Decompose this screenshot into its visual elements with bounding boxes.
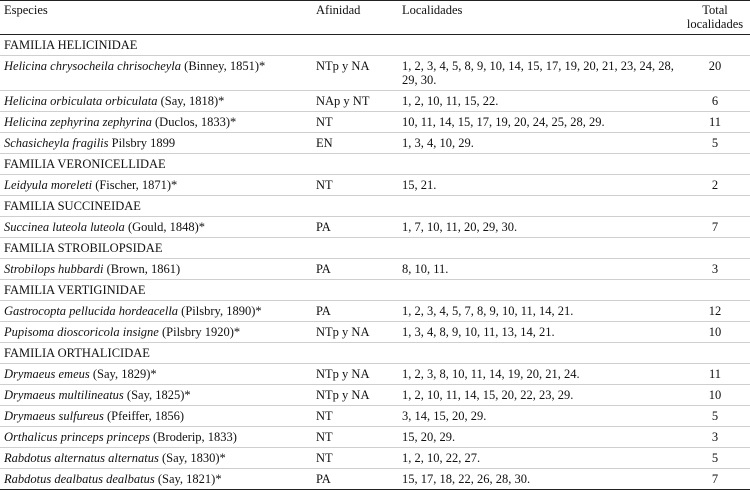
table-row — [0, 259, 750, 280]
family-name: FAMILIA SUCCINEIDAE — [4, 199, 141, 213]
total-cell: 7 — [711, 472, 719, 486]
family-name: FAMILIA VERONICELLIDAE — [4, 157, 166, 171]
species-name: Helicina zephyrina zephyrina — [4, 115, 152, 129]
afinidad-cell: NT — [316, 430, 333, 444]
species-name: Drymaeus multilineatus — [4, 388, 124, 402]
table-body — [0, 35, 750, 490]
afinidad-cell: NT — [316, 409, 333, 423]
afinidad-cell: PA — [316, 304, 331, 318]
total-cell: 7 — [711, 220, 719, 234]
table-row — [0, 364, 750, 385]
table-row — [0, 112, 750, 133]
species-cell — [0, 427, 312, 448]
localidades-cell: 1, 3, 4, 8, 9, 10, 11, 13, 14, 21. — [402, 325, 555, 339]
localidades-cell: 1, 2, 10, 11, 15, 22. — [402, 94, 499, 108]
total-cell: 12 — [708, 304, 722, 318]
localidades-cell: 1, 7, 10, 11, 20, 29, 30. — [402, 220, 518, 234]
species-name: Drymaeus sulfureus — [4, 409, 104, 423]
table-row — [0, 469, 750, 490]
header-total: Total localidades — [680, 1, 750, 35]
total-cell: 5 — [711, 136, 719, 150]
species-author: (Pfeiffer, 1856) — [103, 409, 185, 423]
table-row — [0, 406, 750, 427]
species-name: Rabdotus dealbatus dealbatus — [4, 472, 155, 486]
species-cell — [0, 301, 312, 322]
family-name: FAMILIA HELICINIDAE — [4, 38, 138, 52]
species-author: (Pilsbry, 1890)* — [178, 304, 262, 318]
afinidad-cell: PA — [316, 262, 331, 276]
species-name: Helicina chrysocheila chrisocheyla — [4, 59, 182, 73]
species-name: Rabdotus alternatus alternatus — [4, 451, 159, 465]
total-cell: 3 — [711, 262, 719, 276]
table-row — [0, 217, 750, 238]
localidades-cell: 15, 17, 18, 22, 26, 28, 30. — [402, 472, 531, 486]
table-row — [0, 385, 750, 406]
localidades-cell: 1, 2, 3, 4, 5, 7, 8, 9, 10, 11, 14, 21. — [402, 304, 574, 318]
species-cell — [0, 133, 312, 154]
species-name: Succinea luteola luteola — [4, 220, 125, 234]
header-especies: Especies — [0, 1, 312, 35]
family-name: FAMILIA VERTIGINIDAE — [4, 283, 146, 297]
total-cell: 5 — [711, 451, 719, 465]
species-cell — [0, 217, 312, 238]
total-cell: 11 — [708, 367, 722, 381]
total-cell: 6 — [711, 94, 719, 108]
family-row — [0, 343, 750, 364]
afinidad-cell: PA — [316, 472, 331, 486]
species-name: Helicina orbiculata orbiculata — [4, 94, 158, 108]
table-row — [0, 175, 750, 196]
species-cell — [0, 56, 312, 91]
family-row — [0, 154, 750, 175]
table-row — [0, 91, 750, 112]
total-cell: 5 — [711, 409, 719, 423]
localidades-cell: 8, 10, 11. — [402, 262, 449, 276]
species-cell — [0, 406, 312, 427]
localidades-cell: 15, 20, 29. — [402, 430, 456, 444]
total-cell: 11 — [708, 115, 722, 129]
family-row — [0, 280, 750, 301]
species-author: (Duclos, 1833)* — [151, 115, 237, 129]
total-cell: 20 — [708, 59, 722, 73]
species-author: (Say, 1821)* — [154, 472, 222, 486]
species-author: (Pilsbry 1920)* — [158, 325, 241, 339]
species-author: (Broderip, 1833) — [149, 430, 237, 444]
localidades-cell: 1, 3, 4, 10, 29. — [402, 136, 474, 150]
table-row — [0, 322, 750, 343]
afinidad-cell: NT — [316, 178, 333, 192]
family-name: FAMILIA STROBILOPSIDAE — [4, 241, 163, 255]
species-cell — [0, 91, 312, 112]
afinidad-cell: NAp y NT — [316, 94, 370, 108]
header-row — [0, 1, 750, 35]
species-cell — [0, 469, 312, 490]
table-row — [0, 427, 750, 448]
localidades-cell: 1, 2, 3, 4, 5, 8, 9, 10, 14, 15, 17, 19, 20, 21, 23, 24, 28, 29, 30. — [402, 59, 674, 87]
species-author: (Gould, 1848)* — [124, 220, 206, 234]
total-cell: 10 — [708, 325, 722, 339]
total-cell: 2 — [711, 178, 719, 192]
species-cell — [0, 259, 312, 280]
species-name: Pupisoma dioscoricola insigne — [4, 325, 159, 339]
afinidad-cell: NT — [316, 451, 333, 465]
afinidad-cell: EN — [316, 136, 333, 150]
species-name: Gastrocopta pellucida hordeacella — [4, 304, 179, 318]
species-cell — [0, 175, 312, 196]
species-author: (Binney, 1851)* — [181, 59, 266, 73]
header-afinidad: Afinidad — [312, 1, 398, 35]
afinidad-cell: NTp y NA — [316, 367, 370, 381]
afinidad-cell: PA — [316, 220, 331, 234]
total-cell: 3 — [711, 430, 719, 444]
species-author: (Say, 1825)* — [123, 388, 191, 402]
table-row — [0, 56, 750, 91]
table-header — [0, 1, 750, 35]
family-row — [0, 196, 750, 217]
species-cell — [0, 364, 312, 385]
localidades-cell: 10, 11, 14, 15, 17, 19, 20, 24, 25, 28, 29. — [402, 115, 605, 129]
header-localidades: Localidades — [398, 1, 680, 35]
table-row — [0, 301, 750, 322]
localidades-cell: 1, 2, 3, 8, 10, 11, 14, 19, 20, 21, 24. — [402, 367, 580, 381]
family-row — [0, 238, 750, 259]
localidades-cell: 1, 2, 10, 11, 14, 15, 20, 22, 23, 29. — [402, 388, 574, 402]
family-row — [0, 35, 750, 56]
afinidad-cell: NT — [316, 115, 333, 129]
species-author: Pilsbry 1899 — [108, 136, 176, 150]
localidades-cell: 3, 14, 15, 20, 29. — [402, 409, 487, 423]
species-cell — [0, 112, 312, 133]
species-cell — [0, 385, 312, 406]
species-author: (Say, 1829)* — [89, 367, 157, 381]
species-name: Leidyula moreleti — [4, 178, 93, 192]
afinidad-cell: NTp y NA — [316, 59, 370, 73]
total-cell: 10 — [708, 388, 722, 402]
species-cell — [0, 322, 312, 343]
table-row — [0, 448, 750, 469]
species-name: Orthalicus princeps princeps — [4, 430, 150, 444]
table-row — [0, 133, 750, 154]
species-author: (Say, 1818)* — [157, 94, 225, 108]
species-cell — [0, 448, 312, 469]
localidades-cell: 15, 21. — [402, 178, 437, 192]
species-author: (Brown, 1861) — [103, 262, 181, 276]
species-name: Strobilops hubbardi — [4, 262, 104, 276]
afinidad-cell: NTp y NA — [316, 388, 370, 402]
species-author: (Fischer, 1871)* — [92, 178, 178, 192]
afinidad-cell: NTp y NA — [316, 325, 370, 339]
species-author: (Say, 1830)* — [158, 451, 226, 465]
species-name: Drymaeus emeus — [4, 367, 90, 381]
species-name: Schasicheyla fragilis — [4, 136, 109, 150]
localidades-cell: 1, 2, 10, 22, 27. — [402, 451, 481, 465]
family-name: FAMILIA ORTHALICIDAE — [4, 346, 150, 360]
